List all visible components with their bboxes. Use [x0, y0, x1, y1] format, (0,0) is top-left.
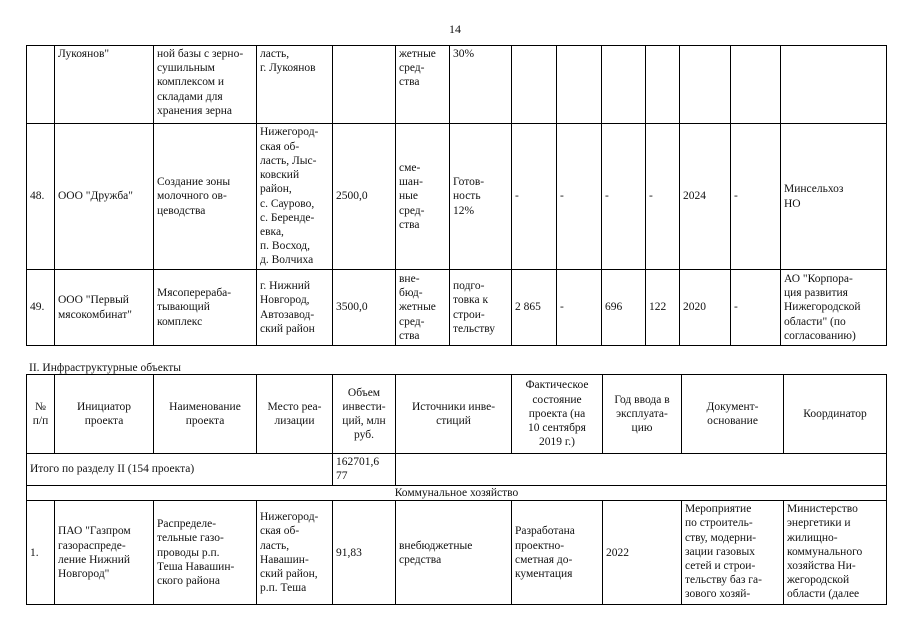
table-row [27, 501, 887, 605]
header-num: № п/п [27, 375, 55, 454]
year-cell: 2022 [603, 501, 682, 605]
total-row [27, 454, 887, 486]
coordinator-cell: Министерство энергетики и жилищно- коммунального хозяйства Ни- жегородской области (далее [784, 501, 887, 605]
header-name: Наименование проекта [154, 375, 257, 454]
value-cell: - [731, 270, 781, 346]
total-label: Итого по разделу II (154 проекта) [27, 454, 333, 486]
value-cell: - [602, 124, 646, 270]
header-place: Место реа- лизации [257, 375, 333, 454]
value-cell: - [557, 124, 602, 270]
table-row [27, 46, 887, 124]
total-value: 162701,6 77 [333, 454, 396, 486]
header-sources: Источники инве- стиций [396, 375, 512, 454]
value-cell [731, 46, 781, 124]
year-cell: 2020 [680, 270, 731, 346]
investment-cell [333, 46, 396, 124]
total-empty-cell [396, 454, 887, 486]
state-cell: 30% [450, 46, 512, 124]
value-cell: 122 [646, 270, 680, 346]
document-cell: Мероприятие по строитель- ству, модерни- зации газовых сетей и строи- тельству баз га- зового хозяй- [682, 501, 784, 605]
value-cell: 2 865 [512, 270, 557, 346]
year-cell: 2024 [680, 124, 731, 270]
section-title: II. Инфраструктурные объекты [29, 362, 182, 374]
value-cell: - [731, 124, 781, 270]
header-state: Фактическое состояние проекта (на 10 сентября 2019 г.) [512, 375, 603, 454]
state-cell: Разработана проектно- сметная до- кументация [512, 501, 603, 605]
year-cell [680, 46, 731, 124]
sources-cell: вне- бюд- жетные сред- ства [396, 270, 450, 346]
subsection-row [27, 486, 887, 501]
header-year: Год ввода в эксплуата- цию [603, 375, 682, 454]
coordinator-cell [781, 46, 887, 124]
place-cell: ласть, г. Лукоянов [257, 46, 333, 124]
sources-cell: внебюджетные средства [396, 501, 512, 605]
header-coordinator: Координатор [784, 375, 887, 454]
initiator-cell: ООО "Первый мясокомбинат" [55, 270, 154, 346]
row-number [27, 46, 55, 124]
initiator-cell: ПАО "Газпром газораспреде- ление Нижний Новгород" [55, 501, 154, 605]
value-cell: - [646, 124, 680, 270]
infrastructure-table [26, 374, 887, 605]
project-name-cell: Создание зоны молочного ов- цеводства [154, 124, 257, 270]
place-cell: г. Нижний Новгород, Автозавод- ский район [257, 270, 333, 346]
coordinator-cell: Минсельхоз НО [781, 124, 887, 270]
value-cell: - [512, 124, 557, 270]
page-number: 14 [449, 22, 461, 36]
value-cell [602, 46, 646, 124]
sources-cell: жетные сред- ства [396, 46, 450, 124]
project-name-cell: Мясоперераба- тывающий комплекс [154, 270, 257, 346]
table-header-row [27, 375, 887, 454]
header-investment: Объем инвести- ций, млн руб. [333, 375, 396, 454]
value-cell: - [557, 270, 602, 346]
value-cell [646, 46, 680, 124]
row-number: 1. [27, 501, 55, 605]
initiator-cell: ООО "Дружба" [55, 124, 154, 270]
coordinator-cell: АО "Корпора- ция развития Нижегородской области" (по согласованию) [781, 270, 887, 346]
investment-cell: 2500,0 [333, 124, 396, 270]
investment-cell: 91,83 [333, 501, 396, 605]
state-cell: Готов- ность 12% [450, 124, 512, 270]
table-row [27, 270, 887, 346]
value-cell [557, 46, 602, 124]
value-cell [512, 46, 557, 124]
sources-cell: сме- шан- ные сред- ства [396, 124, 450, 270]
header-initiator: Инициатор проекта [55, 375, 154, 454]
state-cell: подго- товка к строи- тельству [450, 270, 512, 346]
table-row [27, 124, 887, 270]
initiator-cell: Лукоянов" [55, 46, 154, 124]
row-number: 48. [27, 124, 55, 270]
place-cell: Нижегород- ская об- ласть, Навашин- ский район, р.п. Теша [257, 501, 333, 605]
place-cell: Нижегород- ская об- ласть, Лыс- ковский район, с. Саурово, с. Беренде- евка, п. Восход, д. Волчиха [257, 124, 333, 270]
row-number: 49. [27, 270, 55, 346]
projects-table-continued [26, 45, 887, 346]
investment-cell: 3500,0 [333, 270, 396, 346]
project-name-cell: Распределе- тельные газо- проводы р.п. Теша Навашин- ского района [154, 501, 257, 605]
project-name-cell: ной базы с зерно- сушильным комплексом и складами для хранения зерна [154, 46, 257, 124]
subsection-title: Коммунальное хозяйство [27, 486, 887, 501]
header-document: Документ- основание [682, 375, 784, 454]
value-cell: 696 [602, 270, 646, 346]
